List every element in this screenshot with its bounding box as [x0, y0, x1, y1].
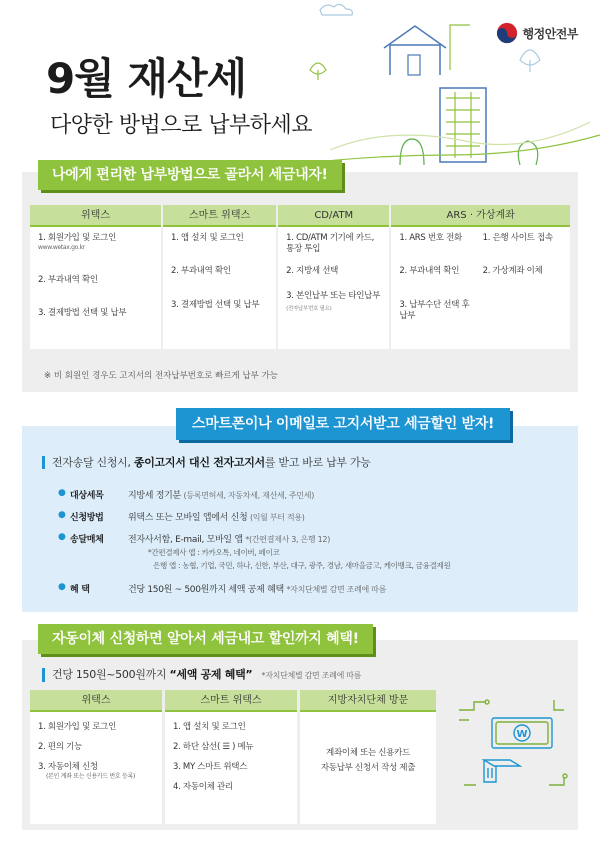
- step-note: (본인 계좌 또는 신용카드 번호 등록): [46, 773, 136, 781]
- step-2: 2. 지방세 선택: [286, 265, 339, 276]
- column-header: 스마트 위택스: [165, 690, 297, 712]
- step-1: 1. 은행 사이트 접속: [482, 233, 553, 243]
- step-1: 1. 앱 설치 및 로그인: [173, 722, 246, 732]
- step-2: 2. 부과내역 확인: [38, 274, 98, 285]
- step-2: 2. 부과내역 확인: [171, 266, 231, 277]
- page-title: 9월 재산세: [46, 54, 247, 103]
- lead-emphasis: 종이고지서 대신 전자고지서: [133, 456, 265, 469]
- step-3: 3. 본인납부 또는 타인납부(전자납부번호 필요): [286, 291, 380, 312]
- government-emblem-icon: [496, 22, 518, 44]
- payment-methods-table: [30, 205, 570, 349]
- row-label: 대상세목: [70, 491, 104, 501]
- step-1: 1. 앱 설치 및 로그인: [171, 233, 244, 243]
- wetax-url: www.wetax.go.kr: [38, 244, 85, 252]
- column-smart-wetax: [165, 690, 297, 824]
- step-3: 3. 자동이체 신청 (본인 계좌 또는 신용카드 번호 등록): [38, 762, 154, 781]
- e-notice-lead: 전자송달 신청시, 종이고지서 대신 전자고지서를 받고 바로 납부 가능: [42, 456, 371, 469]
- bullet-icon: ●: [58, 582, 66, 592]
- ars-steps: [399, 233, 478, 343]
- info-row-target-tax: ● 대상세목 지방세 정기분 (등록면허세, 자동차세, 재산세, 주민세): [58, 488, 315, 501]
- column-header: CD/ATM: [278, 205, 389, 227]
- step-3: 3. 납부수단 선택 후 납부: [399, 299, 470, 322]
- info-row-apply-method: ● 신청방법 위택스 또는 모바일 앱에서 신청 (익월 부터 적용): [58, 510, 305, 523]
- step-1: 1. 회원가입 및 로그인 www.wetax.go.kr: [38, 233, 153, 253]
- step-3: 3. 결제방법 선택 및 납부: [171, 299, 260, 310]
- step-1: 1. 회원가입 및 로그인: [38, 722, 117, 732]
- auto-debit-lead: 건당 150원~500원까지 “세액 공제 혜택” *자치단체별 감면 조례에 따름: [42, 668, 361, 682]
- step-note: (전자납부번호 필요): [286, 305, 332, 312]
- header: [0, 0, 600, 160]
- virtual-account-steps: [483, 233, 562, 343]
- e-notice-section: [22, 426, 578, 612]
- footnote: ※ 비 회원인 경우도 고지서의 전자납부번호로 빠르게 납부 가능: [44, 371, 279, 381]
- step-4: 4. 자동이체 관리: [173, 782, 233, 793]
- step-2: 2. 가상계좌 이체: [482, 266, 543, 277]
- step-3: 3. 결제방법 선택 및 납부: [38, 308, 127, 319]
- column-header: 위택스: [30, 690, 162, 712]
- column-cd-atm: [278, 205, 389, 349]
- column-wetax: [30, 205, 161, 349]
- won-icon: W: [516, 729, 528, 740]
- column-ars-virtual-account: [391, 205, 570, 349]
- visit-text-line-2: 자동납부 신청서 작성 제출: [320, 763, 416, 773]
- section2-banner: 스마트폰이나 이메일로 고지서받고 세금할인 받자!: [176, 408, 510, 440]
- visit-text-line-1: 계좌이체 또는 신용카드: [326, 748, 410, 758]
- auto-debit-section: [22, 640, 578, 830]
- row-label: 송달매체: [70, 535, 104, 545]
- column-header: 지방자치단체 방문: [300, 690, 436, 712]
- delivery-media-details: *간편결제사 앱 : 카카오톡, 네이버, 페이코 은행 앱 : 농협, 기업, 국민, 하나, 신한, 부산, 대구, 광주, 경남, 새마을금고, 케이뱅크, 금융결제원: [148, 548, 451, 570]
- section3-banner: 자동이체 신청하면 알아서 세금내고 할인까지 혜택!: [38, 624, 373, 654]
- column-header: 위택스: [30, 205, 161, 227]
- step-1: 1. ARS 번호 전화: [399, 233, 462, 243]
- lead-emphasis: “세액 공제 혜택”: [169, 668, 253, 681]
- column-header: 스마트 위택스: [163, 205, 276, 227]
- step-2: 2. 편의 기능: [38, 742, 82, 753]
- column-local-government-visit: [300, 690, 436, 824]
- step-2: 2. 하단 삼선( ☰ ) 메뉴: [173, 742, 254, 753]
- info-row-delivery-media: ● 송달매체 전자사서함, E-mail, 모바일 앱 *(간편결제사 3, 은행 12): [58, 532, 331, 545]
- step-2: 2. 부과내역 확인: [399, 266, 460, 277]
- info-row-benefit: ● 혜 택 건당 150원 ~ 500원까지 세액 공제 혜택 *자치단체별 감면 조례에 따름: [58, 582, 387, 595]
- bullet-icon: ●: [58, 488, 66, 498]
- column-wetax: [30, 690, 162, 824]
- ministry-logo: [496, 22, 578, 44]
- auto-debit-table: [30, 690, 436, 824]
- section1-banner: 나에게 편리한 납부방법으로 골라서 세금내자!: [38, 160, 342, 190]
- step-3: 3. MY 스마트 위택스: [173, 762, 248, 773]
- auto-payment-illustration: [454, 690, 574, 802]
- bullet-icon: ●: [58, 510, 66, 520]
- step-1: 1. CD/ATM 기기에 카드, 통장 투입: [286, 233, 375, 255]
- column-header: ARS · 가상계좌: [391, 205, 570, 227]
- payment-methods-section: [22, 172, 578, 392]
- row-label: 혜 택: [70, 585, 90, 595]
- bullet-icon: ●: [58, 532, 66, 542]
- row-label: 신청방법: [70, 513, 104, 523]
- column-smart-wetax: [163, 205, 276, 349]
- page-subtitle: 다양한 방법으로 납부하세요: [50, 113, 313, 138]
- ministry-name: 행정안전부: [522, 26, 578, 41]
